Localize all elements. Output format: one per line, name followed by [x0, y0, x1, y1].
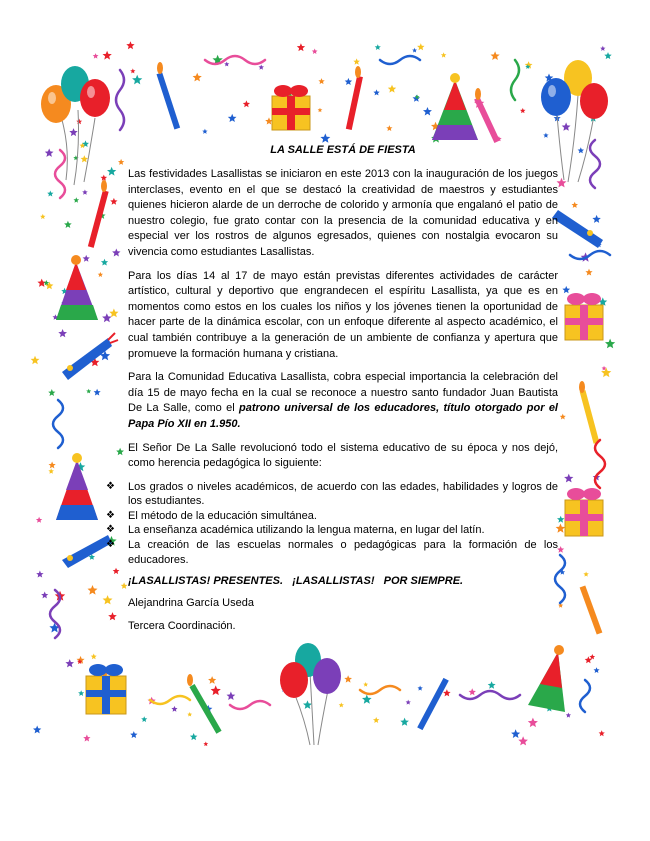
signature-name: Alejandrina García Useda — [128, 597, 254, 610]
candle-icon — [187, 674, 222, 734]
party-hat-icon — [56, 255, 98, 320]
page-title: LA SALLE ESTÁ DE FIESTA — [270, 144, 416, 156]
party-hat-icon — [432, 73, 478, 140]
balloons-icon — [280, 643, 341, 745]
candle-icon — [346, 66, 363, 130]
paragraph-founder — [128, 370, 558, 432]
paragraph-inauguration: Las festividades Lasallistas se iniciaron en este 2013 con la inauguración de los juegos interclases, evento en el que se destacó la creatividad de maestros y estudiantes quienes hicieron alarde de un derroche de colorido y armonía que engalanó el patio de nuestro colegio, fue grato contar con la presencia de la comunidad educativa y en especial ver los rostros de algunos egresados, quienes con nostalgia evocaron su vivencia como estudiantes Lasallistas. — [128, 168, 558, 258]
list-item: ❖ La enseñanza académica utilizando la lengua materna, en lugar del latín. — [106, 524, 485, 537]
newsletter-body — [106, 144, 558, 643]
candle-icon — [474, 88, 500, 143]
party-hat-icon — [56, 453, 98, 520]
noisemaker-icon — [62, 333, 118, 380]
patron-highlight: patrono universal de los educadores, título otorgado por el Papa Pío XII en 1.950. — [128, 402, 558, 430]
gift-box-icon — [565, 293, 603, 340]
candle-icon — [580, 585, 603, 634]
candle-icon — [579, 381, 599, 444]
signature-role: Tercera Coordinación. — [128, 620, 236, 633]
diamond-bullet-icon: ❖ — [106, 480, 115, 492]
noisemaker-icon — [62, 535, 112, 568]
diamond-bullet-icon: ❖ — [106, 509, 115, 521]
list-item: ❖ La creación de las escuelas normales o pedagógicas para la formación de los educadores. — [106, 539, 558, 566]
paragraph-founder-text: Para la Comunidad Educativa Lasallista, cobra especial importancia la celebración del día 15 de mayo fecha en la cual se reconoce a nuestro santo fundador Juan Bautista De La Salle, como el — [128, 371, 558, 415]
diamond-bullet-icon: ❖ — [106, 524, 115, 536]
candle-icon — [88, 180, 109, 248]
list-item: ❖ El método de la educación simultánea. — [106, 509, 317, 522]
legacy-list — [106, 480, 558, 568]
paragraph-legacy: El Señor De La Salle revolucionó todo el sistema educativo de su época y nos dejó, como herencia pedagógica lo siguiente: — [128, 441, 558, 470]
candle-icon — [156, 62, 180, 129]
paragraph-activities: Para los días 14 al 17 de mayo están previstas diferentes actividades de carácter artístico, cultural y deportivo que engrandecen el espíritu Lasallista, ya que es en momentos como estos en los cuales los niños y los jóvenes tienen la oportunidad de hacer parte de la dinámica escolar, con un enfoque diferente al aspecto académico, el cual también contribuye a la generación de un ambiente de confianza y apertura que promueve la formación humana y cristiana. — [128, 269, 558, 360]
closing-slogan: ¡LASALLISTAS! PRESENTES. ¡LASALLISTAS! POR SIEMPRE. — [128, 575, 464, 588]
list-item: ❖ Los grados o niveles académicos, de acuerdo con las edades, habilidades y logros de los estudiantes. — [106, 480, 558, 508]
balloons-icon — [41, 66, 110, 185]
diamond-bullet-icon: ❖ — [106, 539, 115, 551]
candle-icon — [417, 678, 449, 730]
gift-box-icon — [272, 85, 310, 130]
party-hat-icon — [528, 645, 565, 712]
gift-box-icon — [86, 664, 126, 714]
gift-box-icon — [565, 488, 603, 536]
noisemaker-icon — [552, 210, 603, 248]
